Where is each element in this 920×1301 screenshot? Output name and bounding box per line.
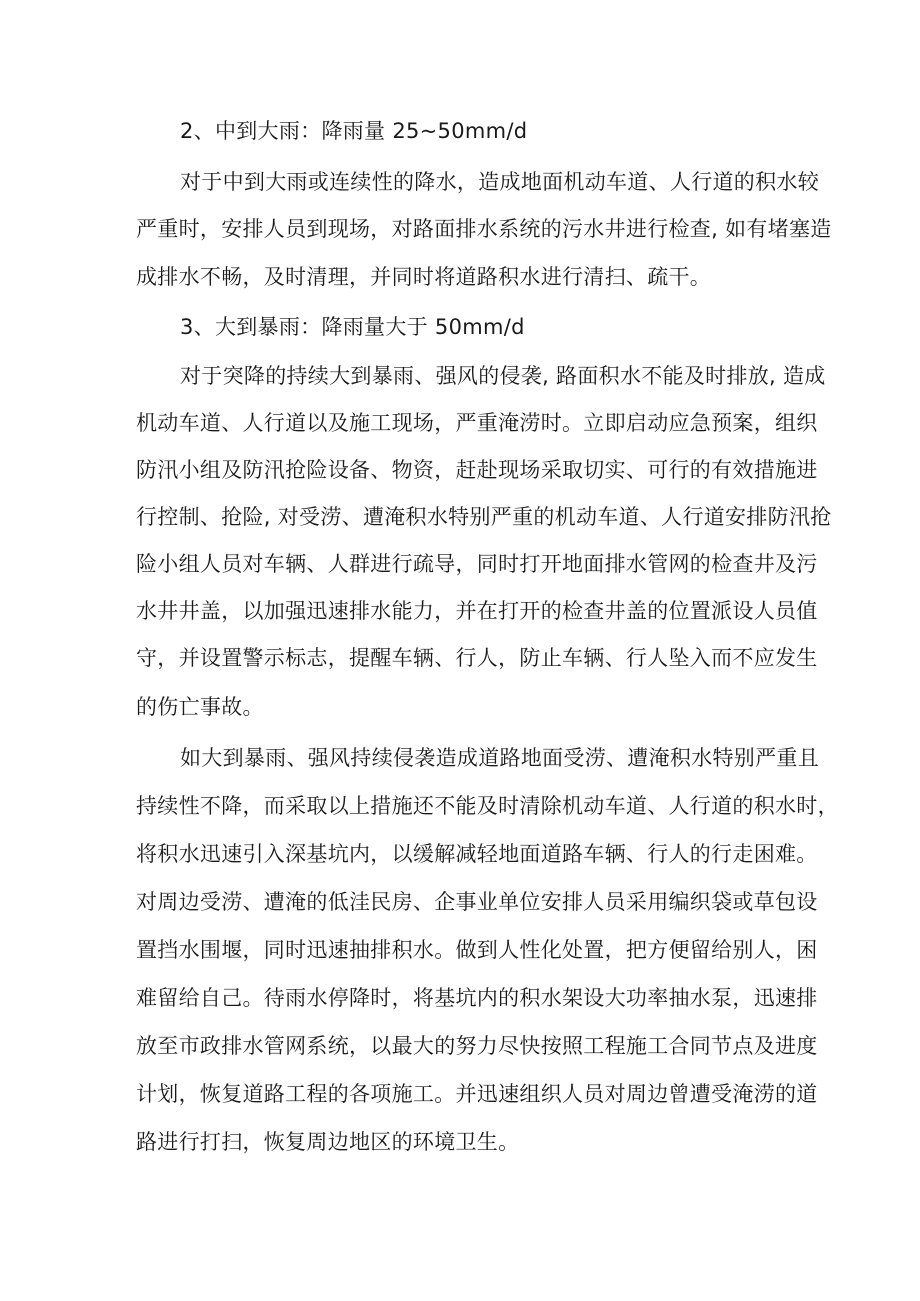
paragraph-line: 的伤亡事故。: [136, 695, 264, 719]
paragraph-line: 险小组人员对车辆、人群进行疏导，同时打开地面排水管网的检查井及污: [136, 552, 818, 576]
paragraph-line: 对周边受涝、遭淹的低洼民房、企事业单位安排人员采用编织袋或草包设: [136, 890, 818, 914]
paragraph-line: 对于突降的持续大到暴雨、强风的侵袭, 路面积水不能及时排放, 造成: [180, 364, 826, 388]
paragraph-line: 对于中到大雨或连续性的降水，造成地面机动车道、人行道的积水较: [180, 170, 819, 194]
paragraph-line: 置挡水围堰，同时迅速抽排积水。做到人性化处置，把方便留给别人，困: [136, 938, 818, 962]
paragraph-line: 持续性不降，而采取以上措施还不能及时清除机动车道、人行道的积水时，: [136, 794, 839, 818]
paragraph-line: 机动车道、人行道以及施工现场，严重淹涝时。立即启动应急预案，组织: [136, 411, 818, 435]
paragraph-line: 路进行打扫，恢复周边地区的环境卫生。: [136, 1130, 520, 1154]
section-3-heading: 3、大到暴雨：降雨量大于 50mm/d: [180, 315, 525, 339]
paragraph-line: 将积水迅速引入深基坑内，以缓解减轻地面道路车辆、行人的行走困难。: [136, 842, 818, 866]
paragraph-line: 难留给自己。待雨水停降时，将基坑内的积水架设大功率抽水泵，迅速排: [136, 986, 818, 1010]
paragraph-line: 行控制、抢险, 对受涝、遭淹积水特别严重的机动车道、人行道安排防汛抢: [136, 505, 832, 529]
section-2-heading: 2、中到大雨：降雨量 25~50mm/d: [180, 119, 528, 143]
paragraph-line: 计划，恢复道路工程的各项施工。并迅速组织人员对周边曾遭受淹涝的道: [136, 1082, 818, 1106]
paragraph-line: 严重时，安排人员到现场，对路面排水系统的污水井进行检查, 如有堵塞造: [136, 217, 832, 241]
paragraph-line: 防汛小组及防汛抢险设备、物资，赶赴现场采取切实、可行的有效措施进: [136, 458, 818, 482]
paragraph-line: 成排水不畅，及时清理，并同时将道路积水进行清扫、疏干。: [136, 265, 712, 289]
paragraph-line: 放至市政排水管网系统，以最大的努力尽快按照工程施工合同节点及进度: [136, 1034, 818, 1058]
paragraph-line: 守，并设置警示标志，提醒车辆、行人，防止车辆、行人坠入而不应发生: [136, 646, 818, 670]
paragraph-line: 水井井盖，以加强迅速排水能力，并在打开的检查井盖的位置派设人员值: [136, 599, 818, 623]
paragraph-line: 如大到暴雨、强风持续侵袭造成道路地面受涝、遭淹积水特别严重且: [180, 746, 819, 770]
